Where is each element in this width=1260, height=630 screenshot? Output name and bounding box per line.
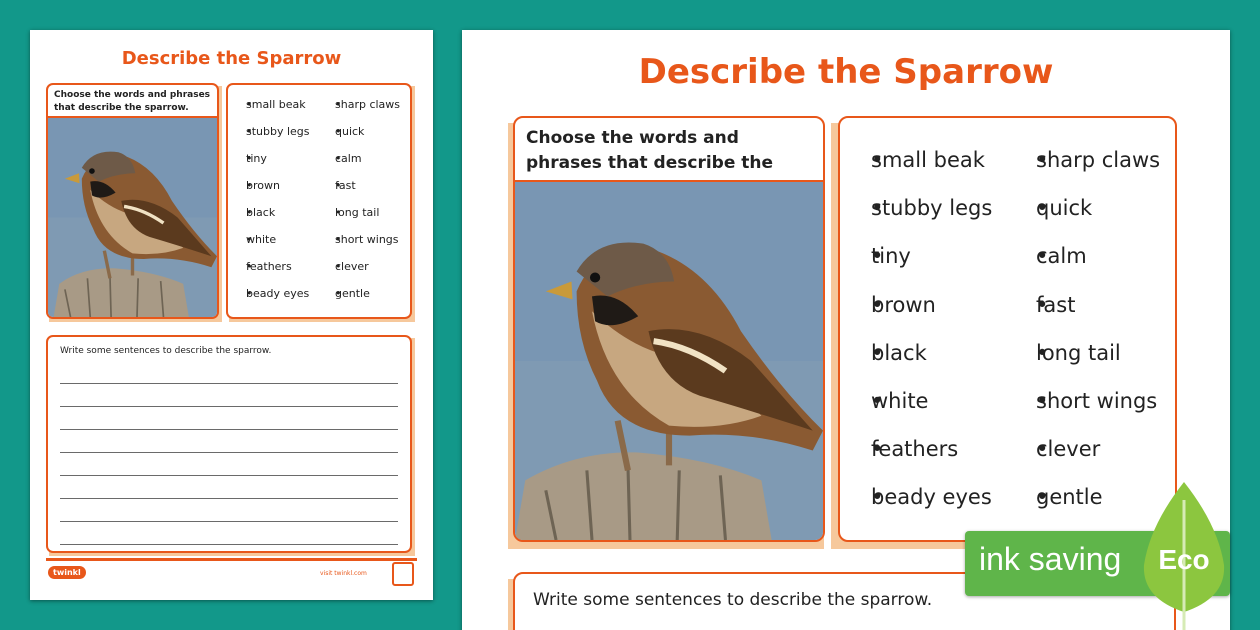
sparrow-photo xyxy=(48,118,217,317)
page-title: Describe the Sparrow xyxy=(121,48,342,69)
write-prompt: Write some sentences to describe the sparrow. xyxy=(60,346,272,356)
word-list-right xyxy=(1015,148,1160,534)
word-list-left xyxy=(850,148,992,534)
footer-url: visit twinkl.com xyxy=(320,570,367,577)
word-item: • clever xyxy=(1015,437,1160,485)
footer-divider xyxy=(46,558,417,561)
word-item: • beady eyes xyxy=(850,485,992,533)
word-item: • quick xyxy=(324,125,400,152)
word-item: • gentle xyxy=(324,287,400,314)
word-item: • long tail xyxy=(1015,341,1160,389)
word-item: • feathers xyxy=(850,437,992,485)
word-list-right xyxy=(324,98,400,314)
word-list-left xyxy=(235,98,310,314)
page-title: Describe the Sparrow xyxy=(638,52,1054,92)
word-item: • sharp claws xyxy=(324,98,400,125)
word-item: • sharp claws xyxy=(1015,148,1160,196)
word-bank-card xyxy=(838,116,1177,542)
word-item: • stubby legs xyxy=(235,125,310,152)
footer-badge-icon xyxy=(392,562,414,586)
word-item: • tiny xyxy=(235,152,310,179)
photo-card xyxy=(46,83,219,319)
word-item: • brown xyxy=(850,293,992,341)
word-item: • short wings xyxy=(324,233,400,260)
word-item: • white xyxy=(850,389,992,437)
word-item: • small beak xyxy=(235,98,310,125)
twinkl-logo: twinkl xyxy=(48,566,86,579)
word-item: • clever xyxy=(324,260,400,287)
word-item: • stubby legs xyxy=(850,196,992,244)
word-item: • white xyxy=(235,233,310,260)
write-prompt: Write some sentences to describe the sparrow. xyxy=(533,590,933,610)
worksheet-preview-small xyxy=(30,30,433,600)
word-item: • black xyxy=(235,206,310,233)
word-item: • feathers xyxy=(235,260,310,287)
eco-leaf-icon xyxy=(1138,480,1230,630)
eco-label: Eco xyxy=(1158,544,1210,575)
word-item: • quick xyxy=(1015,196,1160,244)
word-item: • black xyxy=(850,341,992,389)
word-item: • tiny xyxy=(850,244,992,292)
photo-card xyxy=(513,116,825,542)
word-item: • calm xyxy=(324,152,400,179)
sparrow-photo xyxy=(515,182,823,540)
word-item: • short wings xyxy=(1015,389,1160,437)
word-item: • long tail xyxy=(324,206,400,233)
word-item: • gentle xyxy=(1015,485,1160,533)
word-item: • brown xyxy=(235,179,310,206)
writing-card xyxy=(46,335,412,553)
word-bank-card xyxy=(226,83,412,319)
word-item: • beady eyes xyxy=(235,287,310,314)
word-item: • small beak xyxy=(850,148,992,196)
word-item: • fast xyxy=(1015,293,1160,341)
word-item: • calm xyxy=(1015,244,1160,292)
prompt-text: Choose the words and phrases that describe the xyxy=(515,118,823,182)
prompt-text: Choose the words and phrases that describe the sparrow. xyxy=(48,85,217,118)
word-item: • fast xyxy=(324,179,400,206)
ink-saving-label: ink saving xyxy=(979,541,1122,577)
writing-lines xyxy=(60,361,398,545)
